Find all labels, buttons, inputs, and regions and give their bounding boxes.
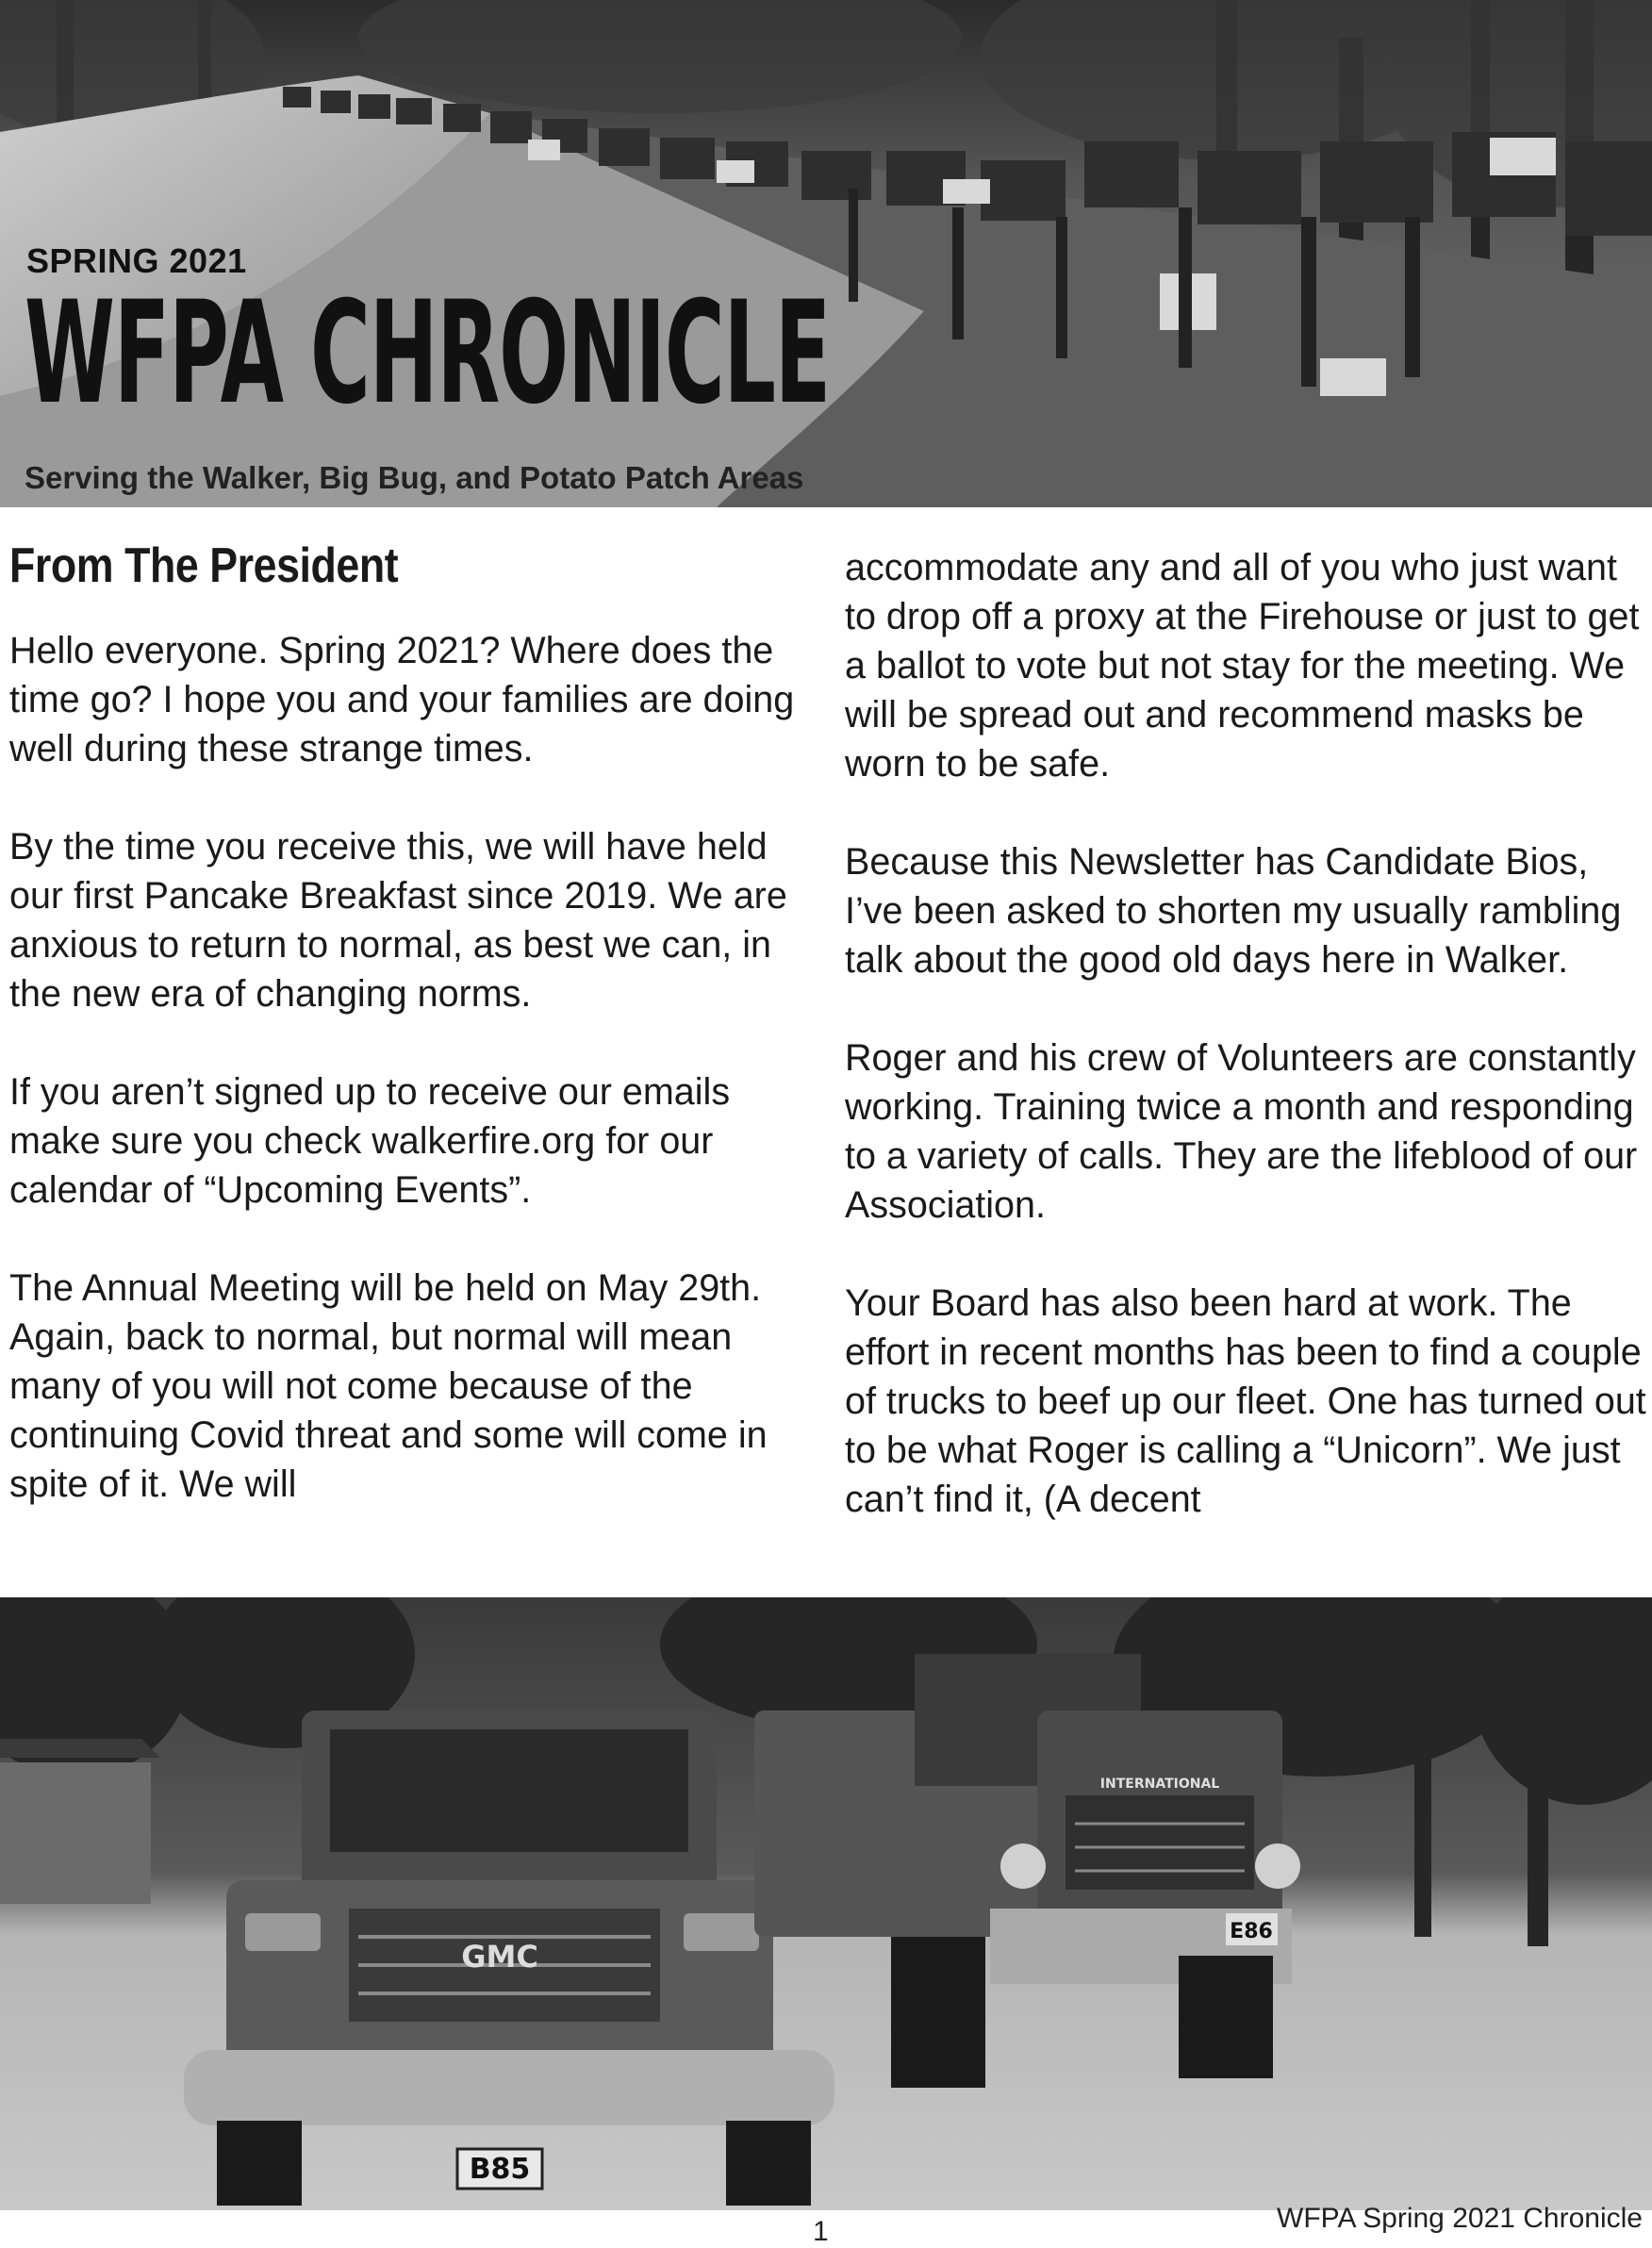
newsletter-tagline: Serving the Walker, Big Bug, and Potato Patch Areas	[25, 460, 804, 495]
newsletter-title: WFPA CHRONICLE	[25, 272, 831, 436]
article-paragraph: Roger and his crew of Volunteers are constantly working. Training twice a month and responding to a variety of calls. They are the lifeblood of our Association.	[845, 1037, 1638, 1226]
article-paragraph: The Annual Meeting will be held on May 29th. Again, back to normal, but normal will mean many of you will not come because of the continuing Covid threat and some will come in spite of it. We will	[9, 1267, 768, 1505]
fire-trucks-illustration	[0, 1597, 1652, 2210]
footer-publication: WFPA Spring 2021 Chronicle	[1277, 2203, 1643, 2234]
article-paragraph: Because this Newsletter has Candidate Bios, I’ve been asked to shorten my usually rambling talk about the good old days here in Walker.	[845, 841, 1622, 981]
masthead-photo	[0, 0, 1652, 507]
article-paragraph: Your Board has also been hard at work. The effort in recent months has been to find a couple of trucks to beef up our fleet. One has turned out to be what Roger is calling a “Unicorn”. We just can’t find it, (A decent	[845, 1282, 1646, 1520]
fire-trucks-photo	[0, 1597, 1652, 2210]
unit-number-right: E86	[1230, 1920, 1273, 1943]
article-paragraph: accommodate any and all of you who just want to drop off a proxy at the Firehouse or just to get a ballot to vote but not stay for the meeting. We will be spread out and recommend masks be worn to be safe.	[845, 547, 1640, 785]
page-number: 1	[813, 2216, 829, 2247]
license-plate-left: B85	[469, 2153, 531, 2186]
article-paragraph: By the time you receive this, we will have held our first Pancake Breakfast since 2019. We are anxious to return to normal, as best we can, in the new era of changing norms.	[9, 826, 787, 1015]
article-left-column	[9, 530, 820, 1509]
article-paragraph: If you aren’t signed up to receive our emails make sure you check walkerfire.org for our calendar of “Upcoming Events”.	[9, 1071, 731, 1211]
international-badge: INTERNATIONAL	[1099, 1777, 1220, 1792]
article-paragraph: Hello everyone. Spring 2021? Where does the time go? I hope you and your families are doing well during these strange times.	[9, 630, 795, 769]
gmc-badge: GMC	[461, 1939, 538, 1975]
issue-label: SPRING 2021	[26, 241, 247, 280]
article-right-column	[845, 543, 1652, 1524]
article-heading: From The President	[9, 538, 399, 593]
